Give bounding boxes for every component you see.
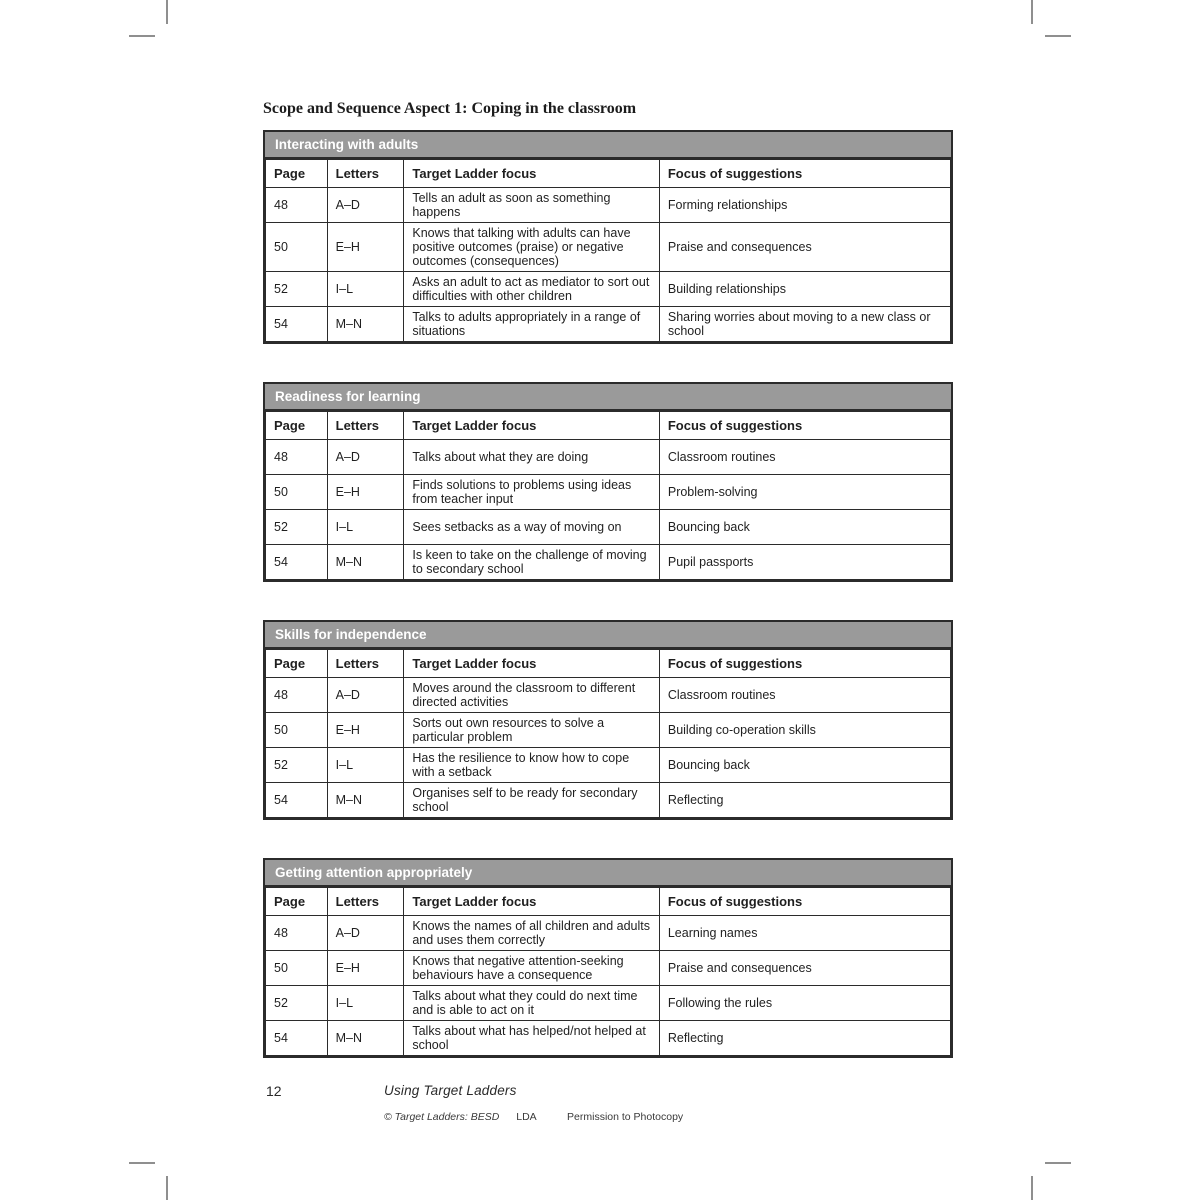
cell-page: 48 (266, 678, 328, 713)
cell-focus: Sorts out own resources to solve a particular problem (404, 713, 660, 748)
cell-suggestions: Reflecting (659, 1021, 950, 1056)
cell-suggestions: Reflecting (659, 783, 950, 818)
table-row (266, 223, 951, 272)
cell-suggestions: Building relationships (659, 272, 950, 307)
col-header-focus: Target Ladder focus (404, 412, 660, 440)
cell-letters: M–N (327, 1021, 404, 1056)
table-row (266, 783, 951, 818)
cell-letters: M–N (327, 545, 404, 580)
col-header-suggestions: Focus of suggestions (659, 160, 950, 188)
cell-focus: Talks about what has helped/not helped at school (404, 1021, 660, 1056)
cell-focus: Talks about what they could do next time and is able to act on it (404, 986, 660, 1021)
cell-focus: Moves around the classroom to different directed activities (404, 678, 660, 713)
col-header-page: Page (266, 888, 328, 916)
cell-page: 50 (266, 713, 328, 748)
table-section-interacting-with-adults (263, 130, 953, 344)
cell-letters: I–L (327, 272, 404, 307)
page-title-bold-part: Scope and Sequence Aspect 1: (263, 100, 468, 117)
page-title-regular-part: Coping in the classroom (467, 100, 637, 117)
table-row (266, 1021, 951, 1056)
col-header-suggestions: Focus of suggestions (659, 412, 950, 440)
cell-focus: Knows that talking with adults can have positive outcomes (praise) or negative outcomes (consequences) (404, 223, 660, 272)
cell-suggestions: Learning names (659, 916, 950, 951)
cell-suggestions: Following the rules (659, 986, 950, 1021)
cell-suggestions: Problem-solving (659, 475, 950, 510)
cell-suggestions: Building co-operation skills (659, 713, 950, 748)
cell-suggestions: Classroom routines (659, 440, 950, 475)
cell-letters: E–H (327, 951, 404, 986)
cell-page: 52 (266, 986, 328, 1021)
cell-focus: Finds solutions to problems using ideas from teacher input (404, 475, 660, 510)
copyright-line (384, 1111, 683, 1123)
cell-page: 54 (266, 545, 328, 580)
data-table (265, 411, 951, 580)
cell-page: 52 (266, 510, 328, 545)
cell-suggestions: Bouncing back (659, 748, 950, 783)
col-header-page: Page (266, 412, 328, 440)
crop-mark-top-right-horizontal (1045, 35, 1071, 37)
page-content (263, 99, 953, 1096)
table-row (266, 272, 951, 307)
cell-letters: E–H (327, 223, 404, 272)
crop-mark-bottom-right-vertical (1031, 1176, 1033, 1200)
table-title-band (265, 384, 951, 411)
cell-suggestions: Pupil passports (659, 545, 950, 580)
col-header-focus: Target Ladder focus (404, 888, 660, 916)
cell-focus: Organises self to be ready for secondary school (404, 783, 660, 818)
cell-page: 48 (266, 188, 328, 223)
table-title: Skills for independence (275, 627, 427, 642)
crop-mark-top-right-vertical (1031, 0, 1033, 24)
cell-focus: Sees setbacks as a way of moving on (404, 510, 660, 545)
data-table (265, 649, 951, 818)
table-row (266, 307, 951, 342)
table-row (266, 713, 951, 748)
data-table (265, 159, 951, 342)
cell-page: 54 (266, 783, 328, 818)
table-row (266, 440, 951, 475)
cell-suggestions: Praise and consequences (659, 951, 950, 986)
cell-page: 50 (266, 475, 328, 510)
cell-letters: M–N (327, 307, 404, 342)
crop-mark-top-left-vertical (166, 0, 168, 24)
col-header-letters: Letters (327, 160, 404, 188)
page-title (263, 99, 953, 118)
book-title: Using Target Ladders (384, 1083, 517, 1098)
table-title: Interacting with adults (275, 137, 419, 152)
cell-letters: I–L (327, 986, 404, 1021)
cell-suggestions: Praise and consequences (659, 223, 950, 272)
cell-focus: Is keen to take on the challenge of moving to secondary school (404, 545, 660, 580)
cell-letters: A–D (327, 188, 404, 223)
cell-letters: I–L (327, 748, 404, 783)
table-row (266, 951, 951, 986)
cell-suggestions: Forming relationships (659, 188, 950, 223)
table-title: Readiness for learning (275, 389, 421, 404)
cell-focus: Knows the names of all children and adults and uses them correctly (404, 916, 660, 951)
crop-mark-top-left-horizontal (129, 35, 155, 37)
cell-letters: I–L (327, 510, 404, 545)
col-header-suggestions: Focus of suggestions (659, 888, 950, 916)
cell-focus: Tells an adult as soon as something happens (404, 188, 660, 223)
table-row (266, 678, 951, 713)
cell-focus: Knows that negative attention-seeking behaviours have a consequence (404, 951, 660, 986)
cell-focus: Talks about what they are doing (404, 440, 660, 475)
table-title-band (265, 132, 951, 159)
cell-suggestions: Bouncing back (659, 510, 950, 545)
permission-text: Permission to Photocopy (567, 1111, 684, 1123)
copyright-text: © Target Ladders: BESD (384, 1111, 500, 1123)
cell-page: 48 (266, 440, 328, 475)
table-row (266, 986, 951, 1021)
col-header-page: Page (266, 650, 328, 678)
cell-letters: E–H (327, 713, 404, 748)
table-header-row (266, 650, 951, 678)
cell-letters: A–D (327, 678, 404, 713)
col-header-suggestions: Focus of suggestions (659, 650, 950, 678)
crop-mark-bottom-right-horizontal (1045, 1162, 1071, 1164)
table-row (266, 748, 951, 783)
col-header-letters: Letters (327, 650, 404, 678)
cell-focus: Talks to adults appropriately in a range of situations (404, 307, 660, 342)
cell-focus: Has the resilience to know how to cope with a setback (404, 748, 660, 783)
publisher-name: LDA (516, 1111, 537, 1123)
col-header-focus: Target Ladder focus (404, 160, 660, 188)
cell-letters: M–N (327, 783, 404, 818)
table-row (266, 475, 951, 510)
cell-suggestions: Sharing worries about moving to a new class or school (659, 307, 950, 342)
col-header-letters: Letters (327, 888, 404, 916)
cell-page: 52 (266, 748, 328, 783)
table-row (266, 545, 951, 580)
table-section-getting-attention-appropriately (263, 858, 953, 1058)
crop-mark-bottom-left-horizontal (129, 1162, 155, 1164)
table-row (266, 188, 951, 223)
cell-page: 54 (266, 1021, 328, 1056)
data-table (265, 887, 951, 1056)
table-section-readiness-for-learning (263, 382, 953, 582)
table-row (266, 916, 951, 951)
cell-letters: A–D (327, 440, 404, 475)
page-number: 12 (266, 1083, 282, 1099)
table-header-row (266, 888, 951, 916)
cell-page: 48 (266, 916, 328, 951)
crop-mark-bottom-left-vertical (166, 1176, 168, 1200)
table-header-row (266, 412, 951, 440)
cell-page: 50 (266, 223, 328, 272)
cell-page: 50 (266, 951, 328, 986)
col-header-page: Page (266, 160, 328, 188)
col-header-focus: Target Ladder focus (404, 650, 660, 678)
cell-letters: E–H (327, 475, 404, 510)
table-title: Getting attention appropriately (275, 865, 473, 880)
table-title-band (265, 622, 951, 649)
cell-page: 52 (266, 272, 328, 307)
table-header-row (266, 160, 951, 188)
table-title-band (265, 860, 951, 887)
cell-letters: A–D (327, 916, 404, 951)
table-row (266, 510, 951, 545)
cell-focus: Asks an adult to act as mediator to sort out difficulties with other children (404, 272, 660, 307)
col-header-letters: Letters (327, 412, 404, 440)
cell-page: 54 (266, 307, 328, 342)
table-section-skills-for-independence (263, 620, 953, 820)
cell-suggestions: Classroom routines (659, 678, 950, 713)
